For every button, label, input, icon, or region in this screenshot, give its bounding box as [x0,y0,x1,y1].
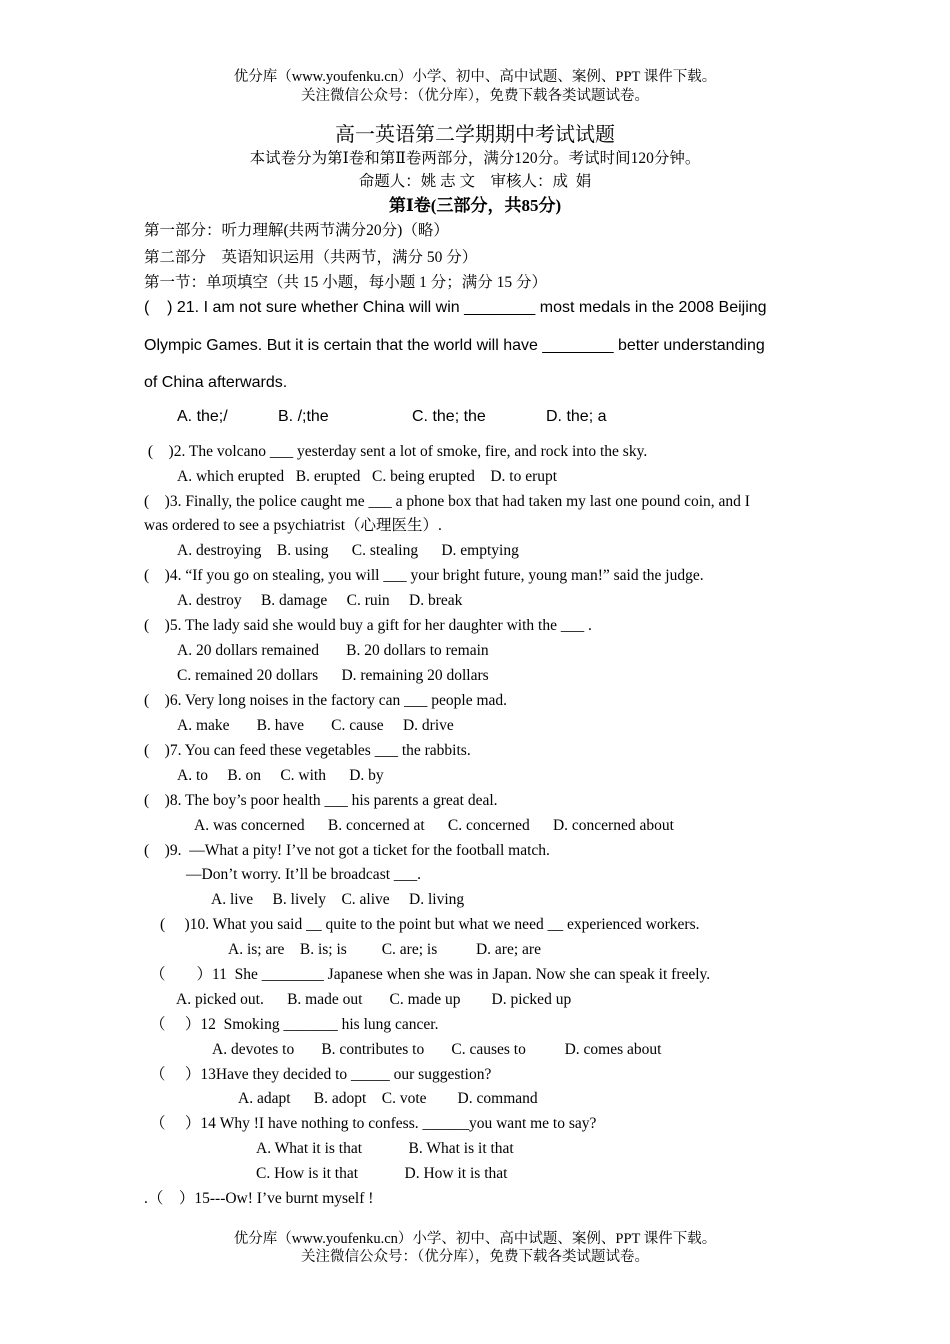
question-11: （ ）11 She ________ Japanese when she was in Japan. Now she can speak it freely. [150,966,711,983]
part-two-heading: 第二部分 英语知识运用（共两节，满分 50 分） [144,249,478,266]
footer-line-1: 优分库（www.youfenku.cn）小学、初中、高中试题、案例、PPT 课件下载。 [233,1231,717,1247]
question-3-continued: was ordered to see a psychiatrist（心理医生）. [144,517,442,534]
question-4-options: A. destroy B. damage C. ruin D. break [177,592,463,609]
option-b: B. /;the [278,408,329,425]
option-c: C. the; the [412,408,486,425]
question-2-options: A. which erupted B. erupted C. being erupted D. to erupt [177,468,558,485]
question-8-options: A. was concerned B. concerned at C. concerned D. concerned about [194,817,674,834]
question-9-continued: —Don’t worry. It’ll be broadcast ___. [186,866,422,883]
exam-info: 本试卷分为第Ⅰ卷和第Ⅱ卷两部分，满分120分。考试时间120分钟。 [249,150,701,167]
question-2: ( )2. The volcano ___ yesterday sent a lot of smoke, fire, and rock into the sky. [144,443,648,460]
question-4: ( )4. “If you go on stealing, you will ___ your bright future, young man!” said the judge. [144,567,704,584]
question-3-options: A. destroying B. using C. stealing D. emptying [177,542,519,559]
question-14-options: C. How is it that D. How it is that [256,1165,508,1182]
question-12: （ ）12 Smoking _______ his lung cancer. [150,1016,439,1033]
exam-title: 高一英语第二学期期中考试试题 [335,124,615,146]
question-text: Olympic Games. But it is certain that the world will have ________ better understanding [144,337,765,354]
question-text: of China afterwards. [144,374,288,391]
question-7: ( )7. You can feed these vegetables ___ the rabbits. [144,742,471,759]
question-13-options: A. adapt B. adopt C. vote D. command [238,1090,538,1107]
question-10: ( )10. What you said __ quite to the point but what we need __ experienced workers. [160,916,700,933]
question-5-options: A. 20 dollars remained B. 20 dollars to remain [177,642,489,659]
part-one-heading: 第一部分：听力理解(共两节满分20分)（略） [144,222,449,239]
question-3: ( )3. Finally, the police caught me ___ a phone box that had taken my last one pound coin, and I [144,493,750,510]
section-one-heading: 第一节：单项填空（共 15 小题，每小题 1 分；满分 15 分） [144,274,548,291]
header-line-2: 关注微信公众号：（优分库），免费下载各类试题试卷。 [301,88,649,104]
question-12-options: A. devotes to B. contributes to C. causes to D. comes about [212,1041,662,1058]
question-9-options: A. live B. lively C. alive D. living [211,891,465,908]
question-9: ( )9. —What a pity! I’ve not got a ticket for the football match. [144,842,550,859]
question-14-options: A. What it is that B. What is it that [256,1140,514,1157]
footer-line-2: 关注微信公众号：（优分库），免费下载各类试题试卷。 [301,1249,649,1265]
volume-one-heading: 第Ⅰ卷(三部分，共85分) [388,196,562,215]
question-7-options: A. to B. on C. with D. by [177,767,384,784]
question-10-options: A. is; are B. is; is C. are; is D. are; are [228,941,541,958]
question-13: （ ）13Have they decided to _____ our suggestion? [150,1066,492,1083]
option-d: D. the; a [546,408,607,425]
question-6: ( )6. Very long noises in the factory can ___ people mad. [144,692,508,709]
exam-authors: 命题人：姚 志 文 审核人：成 娟 [358,173,592,190]
option-a: A. the;/ [177,408,228,425]
question-5: ( )5. The lady said she would buy a gift for her daughter with the ___ . [144,617,592,634]
question-5-options: C. remained 20 dollars D. remaining 20 dollars [177,667,489,684]
question-text: ( ) 21. I am not sure whether China will win ________ most medals in the 2008 Beijing [144,299,767,316]
header-line-1: 优分库（www.youfenku.cn）小学、初中、高中试题、案例、PPT 课件下载。 [233,69,717,85]
question-6-options: A. make B. have C. cause D. drive [177,717,454,734]
question-11-options: A. picked out. B. made out C. made up D. picked up [176,991,572,1008]
question-8: ( )8. The boy’s poor health ___ his parents a great deal. [144,792,498,809]
question-15: .（ ）15---Ow! I’ve burnt myself ! [144,1190,374,1207]
question-14: （ ）14 Why !I have nothing to confess. ______you want me to say? [150,1115,597,1132]
